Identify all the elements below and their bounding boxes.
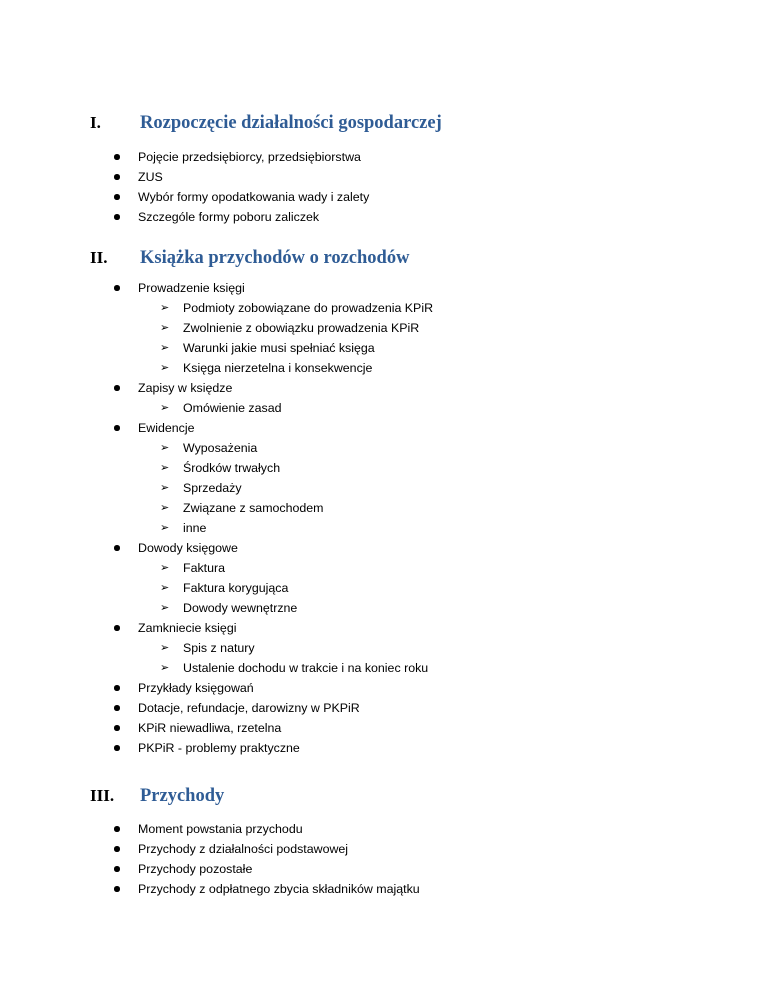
bullet-icon (114, 866, 120, 872)
list-item-label: Prowadzenie księgi (138, 281, 245, 295)
sub-list-item (138, 458, 768, 478)
sub-list (138, 638, 768, 678)
bullet-icon (114, 886, 120, 892)
bullet-icon (114, 826, 120, 832)
section-3 (0, 786, 768, 899)
list-item-label: Przychody z odpłatnego zbycia składników majątku (138, 882, 420, 896)
list-item (0, 839, 768, 859)
sub-list-item (138, 518, 768, 538)
section-2 (0, 248, 768, 758)
bullet-icon (114, 545, 120, 551)
sub-list-item (138, 498, 768, 518)
section-1 (0, 113, 768, 227)
arrow-bullet-icon: ➢ (160, 402, 170, 414)
sub-list-item-label: Środków trwałych (183, 461, 281, 475)
list-item-label: Pojęcie przedsiębiorcy, przedsiębiorstwa (138, 150, 361, 164)
arrow-bullet-icon: ➢ (160, 442, 170, 454)
sub-list-item-label: Księga nierzetelna i konsekwencje (183, 361, 373, 375)
sub-list-item-label: Ustalenie dochodu w trakcie i na koniec roku (183, 661, 429, 675)
sub-list-item (138, 318, 768, 338)
bullet-icon (114, 846, 120, 852)
sub-list-item-label: Wyposażenia (183, 441, 258, 455)
sub-list-item (138, 478, 768, 498)
list-item (0, 859, 768, 879)
list-item (0, 718, 768, 738)
arrow-bullet-icon: ➢ (160, 602, 170, 614)
arrow-bullet-icon: ➢ (160, 362, 170, 374)
sub-list (138, 298, 768, 378)
bullet-icon (114, 285, 120, 291)
sub-list-item-label: Spis z natury (183, 641, 255, 655)
sub-list-item-label: Związane z samochodem (183, 501, 324, 515)
list-item-label: Ewidencje (138, 421, 195, 435)
bullet-icon (114, 425, 120, 431)
arrow-bullet-icon: ➢ (160, 342, 170, 354)
bullet-icon (114, 174, 120, 180)
sub-list-item (138, 638, 768, 658)
list-item-label: Wybór formy opodatkowania wady i zalety (138, 190, 370, 204)
sub-list-item-label: Faktura korygująca (183, 581, 289, 595)
arrow-bullet-icon: ➢ (160, 482, 170, 494)
arrow-bullet-icon: ➢ (160, 662, 170, 674)
section-heading (0, 786, 768, 812)
sub-list-item-label: Sprzedaży (183, 481, 242, 495)
list-item-label: KPiR niewadliwa, rzetelna (138, 721, 282, 735)
arrow-bullet-icon: ➢ (160, 502, 170, 514)
list-item (0, 618, 768, 678)
sub-list-item-label: Podmioty zobowiązane do prowadzenia KPiR (183, 301, 434, 315)
sub-list-item (138, 558, 768, 578)
section-numeral: III. (90, 786, 115, 805)
list-item (0, 698, 768, 718)
sub-list-item (138, 658, 768, 678)
section-numeral: II. (90, 248, 108, 267)
list-item (0, 378, 768, 418)
sub-list-item (138, 438, 768, 458)
section-heading (0, 113, 768, 139)
bullet-list (0, 147, 768, 227)
arrow-bullet-icon: ➢ (160, 642, 170, 654)
list-item-label: Szczególe formy poboru zaliczek (138, 210, 320, 224)
arrow-bullet-icon: ➢ (160, 462, 170, 474)
sub-list-item (138, 398, 768, 418)
sub-list (138, 438, 768, 538)
sub-list (138, 398, 768, 418)
list-item (0, 538, 768, 618)
sub-list-item-label: inne (183, 521, 207, 535)
bullet-list (0, 819, 768, 899)
list-item (0, 147, 768, 167)
list-item (0, 678, 768, 698)
sub-list (138, 558, 768, 618)
list-item (0, 738, 768, 758)
list-item (0, 819, 768, 839)
list-item (0, 278, 768, 378)
bullet-icon (114, 214, 120, 220)
list-item-label: ZUS (138, 170, 163, 184)
list-item-label: Moment powstania przychodu (138, 822, 303, 836)
list-item-label: Przykłady księgowań (138, 681, 254, 695)
list-item-label: PKPiR - problemy praktyczne (138, 741, 300, 755)
bullet-icon (114, 194, 120, 200)
list-item (0, 167, 768, 187)
list-item-label: Zamkniecie księgi (138, 621, 237, 635)
list-item (0, 879, 768, 899)
section-numeral: I. (90, 113, 101, 132)
list-item (0, 207, 768, 227)
list-item-label: Przychody pozostałe (138, 862, 253, 876)
bullet-icon (114, 745, 120, 751)
bullet-icon (114, 725, 120, 731)
sub-list-item (138, 338, 768, 358)
sub-list-item-label: Zwolnienie z obowiązku prowadzenia KPiR (183, 321, 420, 335)
bullet-icon (114, 685, 120, 691)
arrow-bullet-icon: ➢ (160, 562, 170, 574)
arrow-bullet-icon: ➢ (160, 522, 170, 534)
section-title: Książka przychodów o rozchodów (140, 248, 410, 268)
bullet-list (0, 278, 768, 758)
sub-list-item-label: Warunki jakie musi spełniać księga (183, 341, 375, 355)
sub-list-item-label: Faktura (183, 561, 226, 575)
sub-list-item-label: Dowody wewnętrzne (183, 601, 298, 615)
sub-list-item-label: Omówienie zasad (183, 401, 282, 415)
section-heading (0, 248, 768, 274)
sub-list-item (138, 578, 768, 598)
sub-list-item (138, 358, 768, 378)
arrow-bullet-icon: ➢ (160, 322, 170, 334)
sub-list-item (138, 298, 768, 318)
list-item (0, 418, 768, 538)
bullet-icon (114, 625, 120, 631)
bullet-icon (114, 385, 120, 391)
list-item-label: Zapisy w księdze (138, 381, 233, 395)
list-item-label: Przychody z działalności podstawowej (138, 842, 349, 856)
bullet-icon (114, 705, 120, 711)
bullet-icon (114, 154, 120, 160)
section-title: Przychody (140, 786, 225, 806)
list-item-label: Dotacje, refundacje, darowizny w PKPiR (138, 701, 360, 715)
arrow-bullet-icon: ➢ (160, 582, 170, 594)
list-item (0, 187, 768, 207)
section-title: Rozpoczęcie działalności gospodarczej (140, 113, 442, 133)
list-item-label: Dowody księgowe (138, 541, 238, 555)
sub-list-item (138, 598, 768, 618)
arrow-bullet-icon: ➢ (160, 302, 170, 314)
